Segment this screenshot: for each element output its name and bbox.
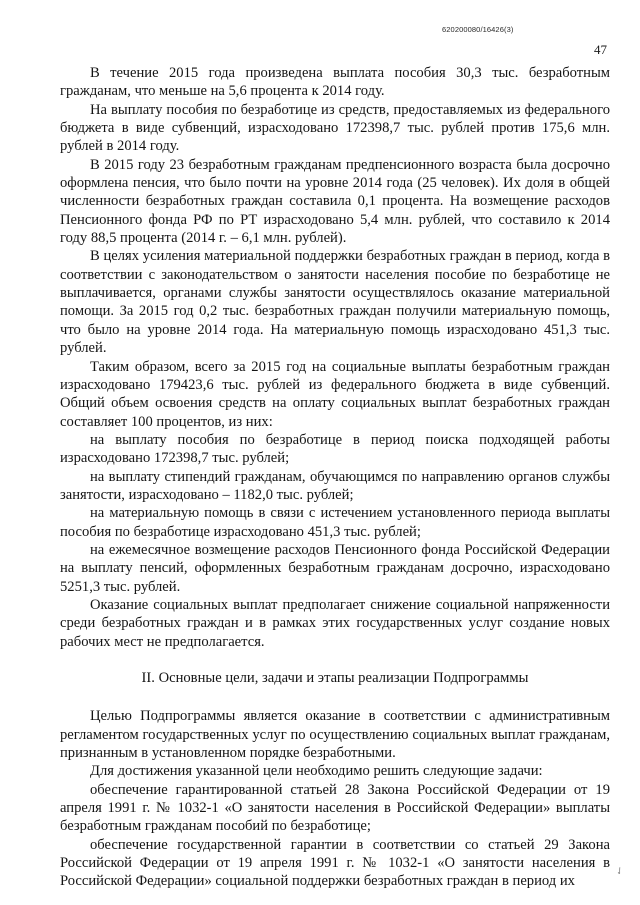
list-item: на выплату пособия по безработице в период поиска подходящей работы израсходовано 172398,7 тыс. рублей; — [60, 431, 610, 467]
pen-mark-icon: ✓ — [613, 864, 627, 879]
paragraph: На выплату пособия по безработице из средств, предоставляемых из федерального бюджета в виде субвенций, израсходовано 172398,7 тыс. рублей против 175,6 млн. рублей в 2014 году. — [60, 101, 610, 155]
list-item: на материальную помощь в связи с истечением установленного периода выплаты пособия по безработице израсходовано 451,3 тыс. рублей; — [60, 505, 610, 540]
list-item: обеспечение гарантированной статьей 28 Закона Российской Федерации от 19 апреля 1991 г. № 1032-1 «О занятости населения в Российской Федерации» выплаты безработным гражданам пособий по безработице; — [60, 781, 610, 835]
section-heading: II. Основные цели, задачи и этапы реализации Подпрограммы — [141, 670, 529, 686]
page-number: 47 — [594, 42, 607, 57]
paragraph: Оказание социальных выплат предполагает снижение социальной напряженности среди безработных граждан и в рамках этих государственных услуг создание новых рабочих мест не предполагается. — [60, 596, 610, 650]
paragraph: В течение 2015 года произведена выплата пособия 30,3 тыс. безработным гражданам, что меньше на 5,6 процента к 2014 году. — [60, 65, 610, 100]
paragraph: В целях усиления материальной поддержки безработных граждан в период, когда в соответствии с законодательством о занятости населения пособие по безработице не выплачивается, органами службы занятости осуществлялось оказание материальной помощи. За 2015 год 0,2 тыс. безработных граждан получили материальную помощь, что было на уровне 2014 года. На материальную помощь израсходовано 451,3 тыс. рублей. — [60, 248, 610, 357]
paragraph: Таким образом, всего за 2015 год на социальные выплаты безработным граждан израсходовано 179423,6 тыс. рублей из федерального бюджета в виде субвенций. Общий объем освоения средств на оплату социальных выплат безработных граждан составляет 100 процентов, из них: — [60, 358, 610, 430]
paragraph: В 2015 году 23 безработным гражданам предпенсионного возраста была досрочно оформлена пенсия, что было почти на уровне 2014 года (25 человек). Их доля в общей численности безработных граждан составила 0,1 процента. На возмещение расходов Пенсионного фонда РФ по РТ израсходовано 5,4 млн. рублей, что составило к 2014 году 88,5 процента (2014 г. – 6,1 млн. рублей). — [60, 156, 610, 247]
list-item: на ежемесячное возмещение расходов Пенсионного фонда Российской Федерации на выплату пенсий, оформленных безработным гражданам досрочно, израсходовано 5251,3 тыс. рублей. — [60, 541, 610, 595]
paragraph: Для достижения указанной цели необходимо решить следующие задачи: — [90, 763, 543, 780]
document-id: 620200080/16426(3) — [442, 25, 514, 34]
paragraph: Целью Подпрограммы является оказание в соответствии с административным регламентом государственных услуг по осуществлению социальных выплат гражданам, признанным в установленном порядке безработными. — [60, 708, 610, 762]
list-item: обеспечение государственной гарантии в соответствии со статьей 29 Закона Российской Федерации от 19 апреля 1991 г. № 1032-1 «О занятости населения в Российской Федерации» социальной поддержки безработных граждан в период их — [60, 836, 610, 890]
list-item: на выплату стипендий гражданам, обучающимся по направлению органов службы занятости, израсходовано – 1182,0 тыс. рублей; — [60, 468, 610, 503]
document-body — [60, 64, 610, 891]
